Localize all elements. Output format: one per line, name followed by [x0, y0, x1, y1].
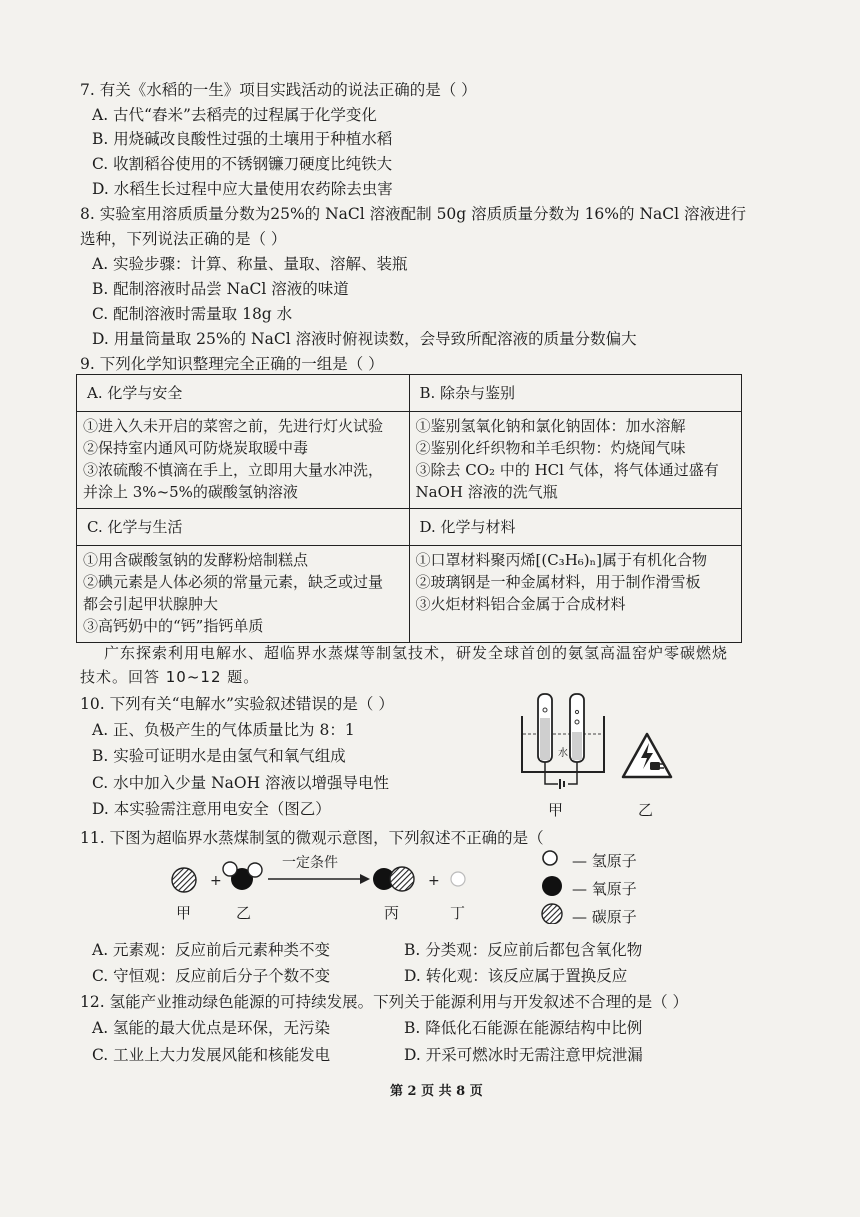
- cell-d-body: [409, 546, 742, 643]
- cell-c-item: 都会引起甲状腺肿大: [83, 595, 219, 613]
- q7-stem: 7. 有关《水稻的一生》项目实践活动的说法正确的是（ ）: [80, 81, 477, 99]
- cell-c-head: C. 化学与生活: [77, 509, 410, 546]
- q10-option-a: A. 正、负极产生的气体质量比为 8：1: [92, 721, 355, 739]
- figure-label-yi: 乙: [638, 801, 654, 819]
- reactant-label-jia: 甲: [176, 904, 192, 922]
- cell-b-item: ③除去 CO₂ 中的 HCl 气体，将气体通过盛有: [415, 461, 719, 479]
- product-label-bing: 丙: [384, 904, 400, 922]
- q10-option-d: D. 本实验需注意用电安全（图乙）: [92, 800, 331, 818]
- atom-legend-symbols: [540, 848, 570, 924]
- q12-option-c: C. 工业上大力发展风能和核能发电: [92, 1046, 331, 1064]
- q11-option-b: B. 分类观：反应前后都包含氧化物: [404, 941, 643, 959]
- intro-line1: 广东探索利用电解水、超临界水蒸煤等制氢技术，研发全球首创的氨氢高温窑炉零碳燃烧: [104, 644, 729, 662]
- hydrogen-molecule: [451, 872, 465, 886]
- page-number: 第 2 页 共 8 页: [390, 1084, 483, 1099]
- cell-b-body: [409, 412, 742, 509]
- reactant-label-yi: 乙: [236, 904, 252, 922]
- cell-b-head: B. 除杂与鉴别: [409, 375, 742, 412]
- q8-option-c: C. 配制溶液时需量取 18g 水: [92, 305, 293, 323]
- cell-b-item: ②鉴别化纤织物和羊毛织物：灼烧闻气味: [415, 439, 686, 457]
- product-label-ding: 丁: [450, 904, 466, 922]
- q12-option-d: D. 开采可燃冰时无需注意甲烷泄漏: [404, 1046, 643, 1064]
- cell-a-item: ③浓硫酸不慎滴在手上，立即用大量水冲洗，: [83, 461, 384, 479]
- cell-d-item: ③火炬材料铝合金属于合成材料: [415, 595, 626, 613]
- carbon-atom-legend-icon: [542, 904, 562, 924]
- cell-c-item: ②碘元素是人体必须的常量元素，缺乏或过量: [83, 573, 384, 591]
- hydrogen-atom: [248, 863, 262, 877]
- reaction-microscopic-diagram: [160, 846, 480, 904]
- q8-stem-line2: 选种，下列说法正确的是（ ）: [80, 230, 287, 248]
- electric-hazard-icon: [620, 731, 674, 781]
- cell-d-item: ②玻璃钢是一种金属材料，用于制作滑雪板: [415, 573, 701, 591]
- q12-stem: 12. 氢能产业推动绿色能源的可持续发展。下列关于能源利用与开发叙述不合理的是（ ）: [80, 993, 689, 1011]
- hydrogen-atom: [223, 862, 237, 876]
- q11-option-a: A. 元素观：反应前后元素种类不变: [92, 941, 331, 959]
- carbon-atom: [390, 867, 414, 891]
- q12-option-b: B. 降低化石能源在能源结构中比例: [404, 1019, 643, 1037]
- figure-label-jia: 甲: [548, 801, 564, 819]
- q8-option-a: A. 实验步骤：计算、称量、量取、溶解、装瓶: [92, 255, 408, 273]
- legend-oxygen: — 氧原子: [572, 880, 637, 898]
- cell-b-item: ①鉴别氢氧化钠和氯化钠固体：加水溶解: [415, 417, 686, 435]
- cell-a-item: 并涂上 3%~5%的碳酸氢钠溶液: [83, 483, 298, 501]
- cell-d-head: D. 化学与材料: [409, 509, 742, 546]
- cell-a-body: [77, 412, 410, 509]
- legend-hydrogen: — 氢原子: [572, 852, 637, 870]
- cell-b-item: NaOH 溶液的洗气瓶: [415, 483, 558, 501]
- hydrogen-atom-legend-icon: [543, 851, 557, 865]
- carbon-atom: [172, 868, 196, 892]
- q10-option-b: B. 实验可证明水是由氢气和氧气组成: [92, 747, 346, 765]
- oxygen-atom-legend-icon: [542, 876, 562, 896]
- reaction-condition-label: 一定条件: [282, 855, 338, 871]
- cell-c-body: [77, 546, 410, 643]
- q8-option-b: B. 配制溶液时品尝 NaCl 溶液的味道: [92, 280, 349, 298]
- cell-a-item: ②保持室内通风可防烧炭取暖中毒: [83, 439, 309, 457]
- q11-option-d: D. 转化观：该反应属于置换反应: [404, 967, 628, 985]
- q9-stem: 9. 下列化学知识整理完全正确的一组是（ ）: [80, 355, 384, 373]
- q9-knowledge-table: [76, 374, 742, 643]
- q11-stem: 11. 下图为超临界水蒸煤制氢的微观示意图，下列叙述不正确的是（: [80, 829, 544, 847]
- q8-option-d: D. 用量筒量取 25%的 NaCl 溶液时俯视读数，会导致所配溶液的质量分数偏大: [92, 330, 637, 348]
- cell-d-item: ①口罩材料聚丙烯[(C₃H₆)ₙ]属于有机化合物: [415, 551, 707, 569]
- q7-option-c: C. 收割稻谷使用的不锈钢镰刀硬度比纯铁大: [92, 155, 393, 173]
- q7-option-d: D. 水稻生长过程中应大量使用农药除去虫害: [92, 180, 393, 198]
- electrolysis-apparatus-figure: [508, 688, 628, 798]
- q7-option-b: B. 用烧碱改良酸性过强的土壤用于种植水稻: [92, 130, 393, 148]
- cell-a-item: ①进入久未开启的菜窖之前，先进行灯火试验: [83, 417, 384, 435]
- q10-stem: 10. 下列有关“电解水”实验叙述错误的是（ ）: [80, 695, 394, 713]
- q10-option-c: C. 水中加入少量 NaOH 溶液以增强导电性: [92, 774, 390, 792]
- plus-sign: +: [428, 873, 440, 889]
- cell-a-head: A. 化学与安全: [77, 375, 410, 412]
- legend-carbon: — 碳原子: [572, 908, 637, 926]
- cell-c-item: ③高钙奶中的“钙”指钙单质: [83, 617, 264, 635]
- q7-option-a: A. 古代“舂米”去稻壳的过程属于化学变化: [92, 106, 377, 124]
- cell-c-item: ①用含碳酸氢钠的发酵粉焙制糕点: [83, 551, 309, 569]
- intro-line2: 技术。回答 10~12 题。: [80, 668, 260, 686]
- q12-option-a: A. 氢能的最大优点是环保，无污染: [92, 1019, 331, 1037]
- water-label: 水: [558, 748, 568, 759]
- plus-sign: +: [210, 873, 222, 889]
- q8-stem-line1: 8. 实验室用溶质质量分数为25%的 NaCl 溶液配制 50g 溶质质量分数为 16%的 NaCl 溶液进行: [80, 205, 746, 223]
- q11-option-c: C. 守恒观：反应前后分子个数不变: [92, 967, 331, 985]
